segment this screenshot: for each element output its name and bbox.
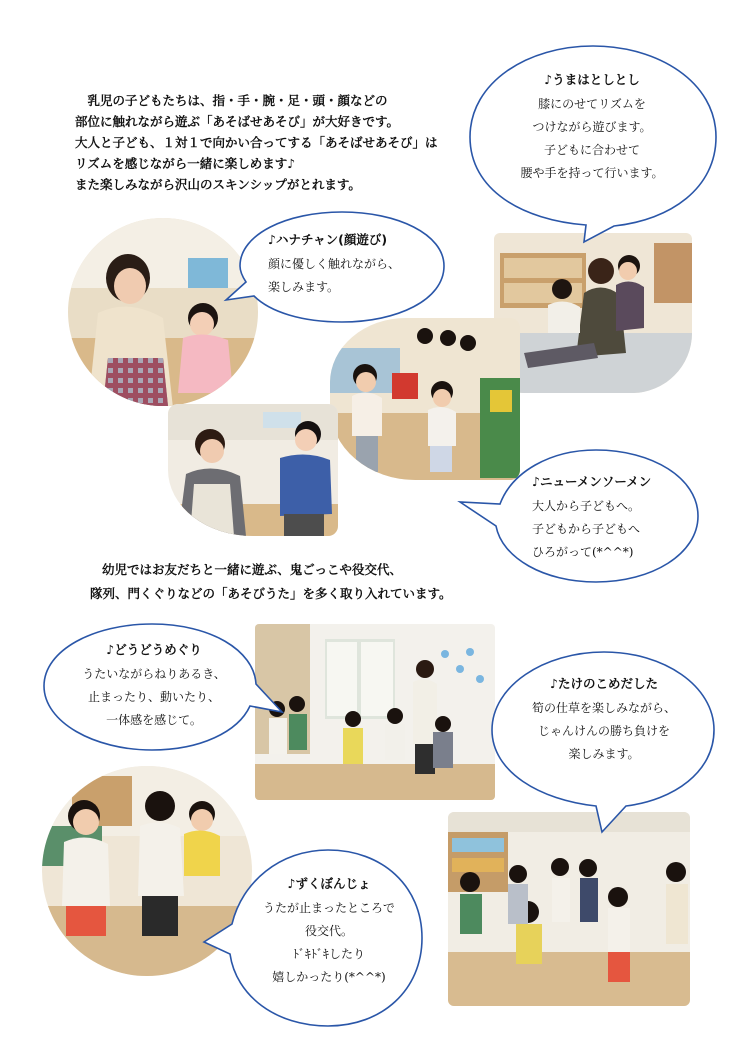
intro-line: また楽しみながら沢山のスキンシップがとれます。 [75, 177, 361, 192]
bubble-line: 膝にのせてリズムを [538, 97, 646, 111]
bubble-line: うたが止まったところで [263, 901, 395, 915]
bubble-title: ♪ずくぼんじょ [287, 876, 371, 891]
bubble-line: 嬉しかったり(*^^*) [272, 970, 386, 984]
bubble-title: ♪うまはとしとし [544, 72, 640, 87]
intro-line: 部位に触れながら遊ぶ「あそばせあそび」が大好きです。 [75, 114, 400, 129]
photo-doudoumeguri [255, 624, 495, 800]
bubble-line: ﾄﾞｷﾄﾞｷしたり [292, 947, 365, 961]
bubble-line: 子どもに合わせて [543, 143, 640, 157]
bubble-title: ♪どうどうめぐり [106, 642, 202, 657]
photo-takenoko [448, 812, 690, 1006]
middle-paragraph [90, 558, 452, 606]
bubble-line: 筍の仕草を楽しみながら、 [531, 701, 676, 715]
bubble-line: 楽しみます。 [568, 747, 640, 761]
bubble-line: ひろがって(*^^*) [532, 545, 634, 559]
photo-umahatoshi [494, 233, 692, 393]
bubble-title: ♪たけのこめだした [550, 676, 658, 691]
bubble-takenoko-text [500, 672, 708, 766]
middle-line: 隊列、門くぐりなどの「あそびうた」を多く取り入れています。 [90, 586, 452, 601]
bubble-title: ♪ニューメンソーメン [532, 474, 652, 489]
bubble-line: 止まったり、動いたり、 [87, 690, 220, 704]
bubble-line: 顔に優しく触れながら、 [268, 257, 401, 271]
intro-line: 大人と子ども、１対１で向かい合ってする「あそばせあそび」は [75, 135, 438, 150]
intro-paragraph [75, 90, 438, 195]
bubble-nyumen-text [532, 470, 692, 564]
middle-line: 幼児ではお友だちと一緒に遊ぶ、鬼ごっこや役交代、 [102, 562, 403, 577]
photo-teacher-boy [168, 404, 338, 536]
bubble-doudoumeguri-text [54, 638, 254, 732]
bubble-line: 楽しみます。 [268, 280, 340, 294]
bubble-line: つけながら遊びます。 [532, 120, 652, 134]
bubble-line: 腰や手を持って行います。 [520, 166, 664, 180]
bubble-line: じゃんけんの勝ち負けを [537, 724, 670, 738]
bubble-title: ♪ハナチャン(顔遊び) [268, 232, 388, 247]
bubble-line: 子どもから子どもへ [532, 522, 641, 536]
bubble-line: 大人から子どもへ。 [532, 499, 641, 513]
bubble-zukubonjo-text [244, 872, 414, 989]
bubble-line: 一体感を感じて。 [106, 713, 202, 727]
bubble-line: うたいながらねりあるき、 [82, 667, 226, 681]
bubble-line: 役交代。 [304, 924, 353, 938]
bubble-umahatoshi-text [486, 68, 698, 185]
intro-line: リズムを感じながら一緒に楽しめます♪ [75, 156, 296, 171]
bubble-hanachan-text [268, 228, 438, 299]
intro-line: 乳児の子どもたちは、指・手・腕・足・頭・顔などの [75, 93, 388, 108]
